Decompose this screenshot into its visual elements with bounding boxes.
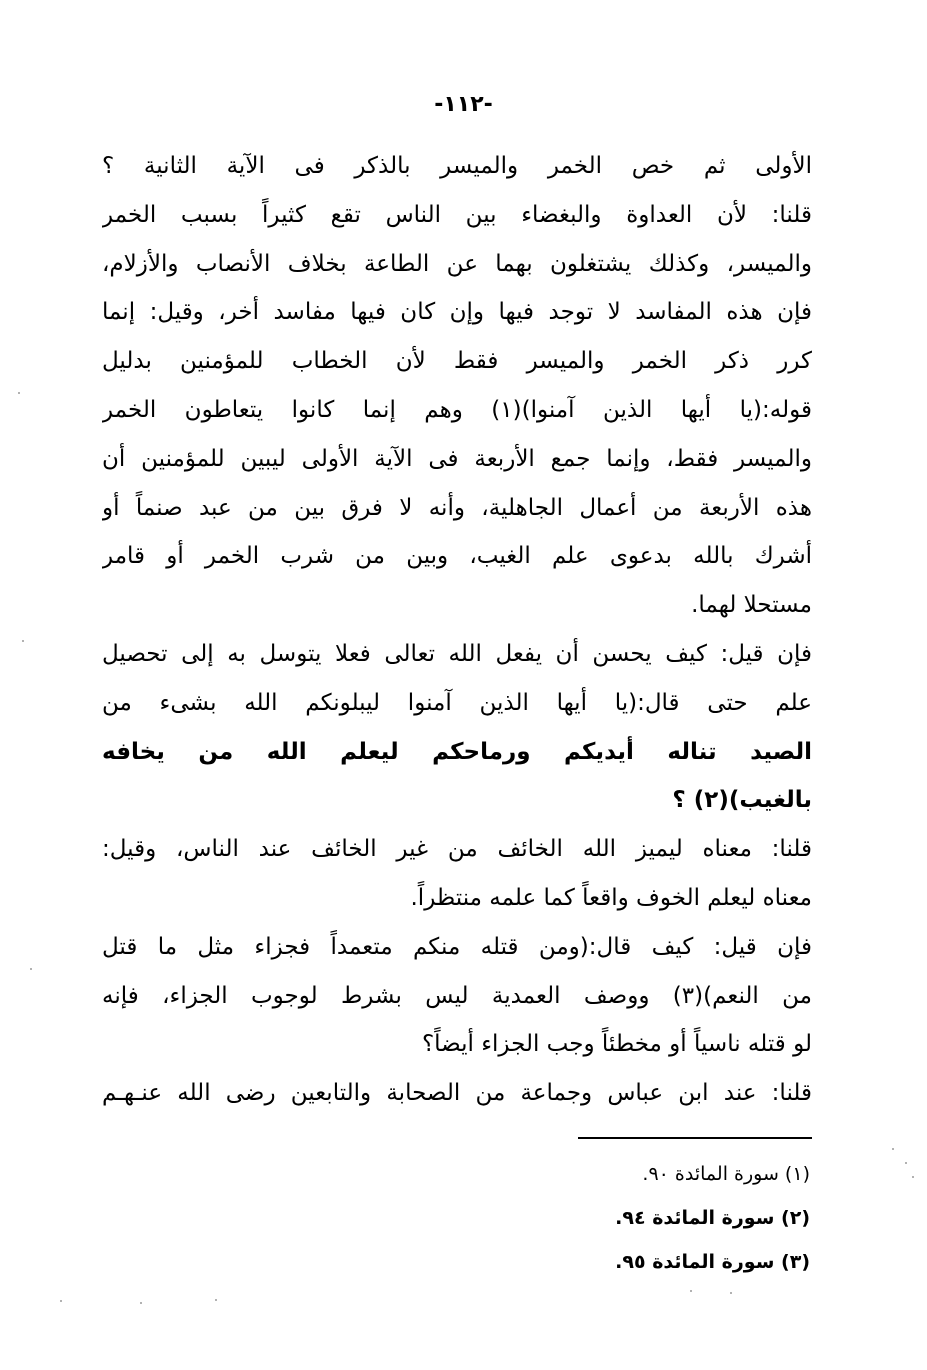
text-line: أشرك بالله بدعوى علم الغيب، وبين من شرب الخمر أو قامر xyxy=(102,543,812,570)
scan-speck xyxy=(892,1148,894,1150)
text-line: معناه ليعلم الخوف واقعاً كما علمه منتظراً. xyxy=(410,884,812,911)
scan-speck xyxy=(22,640,24,642)
text-line-quran-quote: فإن قيل: كيف قال:(ومن قتله منكم متعمداً فجزاء مثل ما قتل xyxy=(102,933,812,960)
scan-speck xyxy=(912,1176,914,1178)
scan-speck xyxy=(30,968,32,970)
text-line: مستحلا لهما. xyxy=(691,592,812,619)
text-line: هذه الأربعة من أعمال الجاهلية، وأنه لا فرق بين من عبد صنماً أو xyxy=(102,494,812,521)
text-line: والميسر فقط، وإنما جمع الأربعة فى الآية الأولى ليبين للمؤمنين أن xyxy=(102,445,812,472)
footnote: (٢) سورة المائدة ٩٤. xyxy=(615,1207,810,1229)
scan-speck xyxy=(905,1162,907,1164)
text-line: الأولى ثم خص الخمر والميسر بالذكر فى الآية الثانية ؟ xyxy=(102,153,812,179)
scan-speck xyxy=(215,1299,217,1301)
text-line: لو قتله ناسياً أو مخطئاً وجب الجزاء أيضاً؟ xyxy=(421,1031,812,1058)
footnote: (١) سورة المائدة ٩٠. xyxy=(642,1163,810,1185)
text-line-quran-quote: قوله:(يا أيها الذين آمنوا)(١) وهم إنما كانوا يتعاطون الخمر xyxy=(102,396,812,423)
scan-speck xyxy=(18,392,20,394)
scan-speck xyxy=(730,1292,732,1294)
text-line-quran-quote: من النعم)(٣) ووصف العمدية ليس بشرط لوجوب الجزاء، فإنه xyxy=(102,982,812,1009)
scan-speck xyxy=(690,1290,692,1292)
scan-speck xyxy=(60,1300,62,1302)
text-line-quran-quote: بالغيب)(٢) ؟ xyxy=(672,787,812,814)
text-line: كرر ذكر الخمر والميسر فقط لأن الخطاب للمؤمنين بدليل xyxy=(102,348,812,375)
footnote: (٣) سورة المائدة ٩٥. xyxy=(615,1251,810,1273)
text-line: قلنا: عند ابن عباس وجماعة من الصحابة والتابعين رضى الله عنـهـم xyxy=(102,1080,812,1107)
text-line-quran-quote: الصيد تناله أيديكم ورماحكم ليعلم الله من يخافه xyxy=(102,738,812,765)
text-line: فإن هذه المفاسد لا توجد فيها وإن كان فيها مفاسد أخر، وقيل: إنما xyxy=(102,299,812,326)
text-line-quran-quote: علم حتى قال:(يا أيها الذين آمنوا ليبلونكم الله بشىء من xyxy=(102,689,812,716)
text-line: قلنا: لأن العداوة والبغضاء بين الناس تقع كثيراً بسبب الخمر xyxy=(102,201,812,228)
scan-speck xyxy=(140,1302,142,1304)
text-line: قلنا: معناه ليميز الله الخائف من غير الخائف عند الناس، وقيل: xyxy=(102,836,812,863)
footnotes xyxy=(500,1152,810,1284)
text-line: والميسر، وكذلك يشتغلون بهما عن الطاعة بخلاف الأنصاب والأزلام، xyxy=(102,250,812,277)
page-number: -١١٢- xyxy=(434,92,493,117)
text-line: فإن قيل: كيف يحسن أن يفعل الله تعالى فعلا يتوسل به إلى تحصيل xyxy=(102,640,812,667)
footnote-separator xyxy=(578,1137,812,1139)
body-text xyxy=(102,142,812,1118)
